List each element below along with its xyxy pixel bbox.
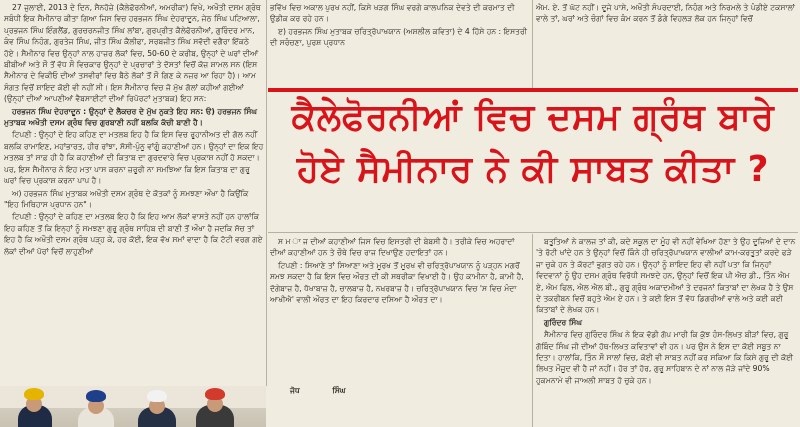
headline-line-1: ਕੈਲੇਫੋਰਨੀਆਂ ਵਿਚ ਦਸਮ ਗ੍ਰੰਥ ਬਾਰੇ — [291, 97, 775, 138]
paragraph: 27 ਜੁਲਾਈ, 2013 ਦੇ ਦਿਨ, ਸੈਨਹੋਜ਼ੇ (ਕੈਲੇਫੋਰਨੀਆਂ, ਅਮਰੀਕਾ) ਵਿਖੇ, ਅਖੌਤੀ ਦਸਮ ਗ੍ਰੰਥ ਸਬੰਧੀ ਇਕ ਸੈਮੀਨਾਰ ਕੀਤਾ ਗਿਆ ਜਿਸ ਵਿਚ ਹਰਭਜਨ ਸਿੰਘ ਦੇਹਰਾਦੂਨ, ਜੇਠ ਸਿੰਘ ਪਟਿਆਲਾ, ਪ੍ਰਭਜਨ ਸਿੰਘ ਇੰਗਲੈਂਡ, ਗੁਰਚਰਨਜੀਤ ਸਿੰਘ ਲਾਂਬਾ, ਗੁਰਪ੍ਰੀਤ ਕੈਲੇਫੋਰਨੀਆਂ, ਗੁਰਿੰਦਰ ਮਾਨ, ਕੰਵ ਸਿੰਘ ਨਿਹੰਗ, ਗੁਰਤੇਜ ਸਿੰਘ, ਜੀਤ ਸਿੰਘ ਕੈਲੀਫਾ, ਸਰਬਜੀਤ ਸਿੰਘ ਸਵੱਦੀ ਵਗੈਰਾ ਇੱਕਠੇ ਹੋਏ। ਸੈਮੀਨਾਰ ਵਿਚ ਉਨ੍ਹਾਂ ਨਾਲ ਹਾਜ਼ਰ ਲੋਕਾਂ ਵਿਚ, 50-60 ਦੇ ਕਰੀਬ, ਉਨ੍ਹਾਂ ਦੇ ਘਰਾਂ ਦੀਆਂ ਬੀਬੀਆਂ ਅਤੇ ਸੌ ਤੋਂ ਵੱਧ ਸੌ ਵਿਚਕਾਰ ਉਨ੍ਹਾਂ ਦੇ ਪ੍ਰਚਾਰਾਂ ਤੇ ਦੋਸਤਾਂ ਵਿਚੋਂ ਕੋਜ਼ ਸ਼ਾਮਲ ਸਨ (ਇਸ ਸੈਮੀਨਾਰ ਦੇ ਵਿਕੀਓ ਦੀਆਂ ਤਸਵੀਰਾਂ ਵਿਚ ਬੈਠੇ ਲੋਕਾਂ ਤੋਂ ਸੌ ਗਿਣ ਕੇ ਨਜ਼ਰ ਆ ਰਿਹਾ ਹੈ)। ਆਮ ਸੰਗਤ ਵਿਚੋਂ ਸ਼ਾਇਦ ਕੋਈ ਵੀ ਨਹੀਂ ਸੀ। ਇਸ ਸੈਮੀਨਾਰ ਵਿਚ ਜੋ ਮੁੱਖ ਗੱਲਾਂ ਕਹੀਆਂ ਗਈਆਂ (ਉਨ੍ਹਾਂ ਦੀਆਂ ਆਪਣੀਆਂ ਵੈਬਸਾਈਟਾਂ ਦੀਆਂ ਰਿਪੋਰਟਾਂ ਮੁਤਾਬਕ) ਇਹ ਸਨ: — [4, 3, 261, 104]
subheading: ਗੁਰਿੰਦਰ ਸਿੰਘ — [544, 317, 582, 327]
column-divider — [532, 0, 533, 88]
paragraph: ਅ) ਹਰਭਜਨ ਸਿੰਘ ਮੁਤਾਬਕ ਅਖੌਤੀ ਦਸਮ ਗ੍ਰੰਥ ਦੇ ਕੋਤਕਾਂ ਨੂੰ ਸਮਝਣਾ ਔਖਾ ਹੈ ਕਿਉਂਕਿ "ਇਹ ਮਿਥਿਹਾਸ ਪ੍ਰਧਾਨ ਹਨ"। — [4, 188, 249, 209]
column-divider — [266, 0, 267, 386]
paragraph: ਬਤੂਤਿਆਂ ਨੇ ਕਾਲਜ ਤਾਂ ਕੀ, ਕਦੇ ਸਕੂਲ ਦਾ ਮੂੰਹ ਵੀ ਨਹੀਂ ਵੇਖਿਆ ਹੋਣਾ ਤੇ ਉਹ ਦੂਜਿਆਂ ਦੇ ਦਾਨ 'ਤੇ ਰੋਟੀ ਖਾਂਦੇ ਹਨ ਤੇ ਉਨ੍ਹਾਂ ਵਿਚੋਂ ਕਿੰਨੇ ਹੀ ਚਰਿਤ੍ਰੋਪਾਖਯਾਨ ਵਾਲੀਆਂ ਕਾਮ-ਕਰਤੂਤਾਂ ਕਰਦੇ ਫੜੇ ਜਾ ਚੁਕੇ ਹਨ ਤੇ ਕੋਰਟਾਂ ਭੁਗਤ ਰਹੇ ਹਨ। ਉਨ੍ਹਾਂ ਨੂੰ ਸ਼ਾਇਦ ਇਹ ਵੀ ਨਹੀਂ ਪਤਾ ਕਿ ਜਿਨ੍ਹਾਂ ਵਿਦਵਾਨਾਂ ਨੂੰ ਉਹ ਦਸਮ ਗ੍ਰੰਥ ਵਿਰੋਧੀ ਸਮਝਦੇ ਹਨ, ਉਨ੍ਹਾਂ ਵਿਚੋਂ ਇਕ ਪੀ ਐਚ ਡੀ., ਤਿੰਨ ਐਮ ਏ, ਐਮ ਫਿਲ, ਐਲ ਐਲ ਬੀ., ਗੁਰੂ ਗ੍ਰੰਥ ਅਕਾਦਮੀਆਂ ਤੇ ਦਰਜਨਾਂ ਕਿਤਾਬਾਂ ਦਾ ਲੇਖਕ ਹੈ ਤੇ ਉਸ ਦੇ ਤਕਰੀਬਨ ਵਿਚੋਂ ਬਹੁਤੇ ਐਮ ਏ ਹਨ। ਤੇ ਕਈ ਇਸ ਤੋਂ ਵੱਧ ਡਿਗਰੀਆਂ ਵਾਲੇ ਅਤੇ ਕਈ ਕਈ ਕਿਤਾਬਾਂ ਦੇ ਲੇਖਕ ਹਨ। — [536, 237, 796, 315]
turban — [147, 390, 167, 402]
turban — [205, 388, 225, 400]
paragraph: ਭਵਿੱਖ ਵਿਚ ਅਕਾਲ ਪੁਰਖ ਨਹੀਂ, ਕਿਸੇ ਖੜਗ ਸਿੰਘ ਵਰਗੇ ਕਾਲਪਨਿਕ ਦੇਵਤੇ ਦੀ ਕਰਮਾਤ ਦੀ ਉਡੀਕ ਕਰ ਰਹੇ ਹਨ। — [270, 3, 515, 24]
paragraph: ਹਰਭਜਨ ਸਿੰਘ ਦੇਹਰਾਦੂਨ : ਉਨ੍ਹਾਂ ਦੇ ਲੈਕਚਰ ਦੇ ਮੁੱਖ ਨੁਕਤੇ ਇਹ ਸਨ: ੳ) ਹਰਭਜਨ ਸਿੰਘ ਮੁਤਾਬਕ ਅਖੌਤੀ ਦਸਮ ਗ੍ਰੰਥ ਵਿਚ ਗੁਰਬਾਣੀ ਨਹੀਂ ਬਲਕਿ ਕੱਚੀ ਬਾਣੀ ਹੈ। — [4, 106, 258, 128]
paragraph: ਐਮ. ਏ. ਤੋਂ ਘੱਟ ਨਹੀਂ। ਦੂਜੇ ਪਾਸੇ, ਅਖੌਤੀ ਸੰਪਰਦਾਈ, ਨਿਹੰਗ ਅਤੇ ਨਿਰਮਲੇ ਤੇ ਪੰਡੀਏ ਟਕਸਾਲਾਂ ਵਾਲੇ ਤਾਂ, ਘਰਾਂ ਅਤੇ ਚੰਗਾਂ ਵਿਚ ਕੰਮ ਕਰਨ ਤੋਂ ਡੰਗੇ ਵਿਹਲੜ ਲੋਕ ਹਨ ਜਿਨ੍ਹਾਂ ਵਿਚੋਂ — [536, 3, 795, 24]
paragraph: ਸੈਮੀਨਾਰ ਵਿਚ ਗੁਰਿੰਦਰ ਸਿੰਘ ਨੇ ਇਕ ਵੱਡੀ ਗੱਪ ਮਾਰੀ ਕਿ ਕੁੱਝ ਹੰਸ-ਲਿਖਤ ਬੀੜਾਂ ਵਿਚ, ਗੁਰੂ ਗੋਬਿੰਦ ਸਿੰਘ ਜੀ ਦੀਆਂ ਹੱਥ-ਲਿਖਤ ਕਵਿਤਾਵਾਂ ਵੀ ਹਨ। ਪਰ ਉਸ ਨੇ ਇਸ ਦਾ ਕੋਈ ਸਬੂਤ ਨਾ ਦਿਤਾ। ਹਾਲਾਂਕਿ, ਤਿੰਨ ਸੌ ਸਾਲਾਂ ਵਿਚ, ਕੋਈ ਵੀ ਸਾਬਤ ਨਹੀਂ ਕਰ ਸਕਿਆ ਕਿ ਕਿਸੇ ਗੁਰੂ ਦੀ ਕੋਈ ਲਿਖਤ ਮੌਜੂਦ ਵੀ ਹੈ ਜਾਂ ਨਹੀਂ। ਹੋਰ ਤਾਂ ਹੋਰ, ਗੁਰੂ ਸਾਹਿਬਾਨ ਦੇ ਨਾਂ ਨਾਲ ਜੋੜੇ ਜਾਂਦੇ 90% ਹੁਕਮਨਾਮੇ ਵੀ ਜਾਅਲੀ ਸਾਬਤ ਹੋ ਚੁਕੇ ਹਨ। — [536, 330, 794, 385]
paragraph: ਟਿਪਣੀ : ਉਨ੍ਹਾਂ ਦੇ ਕਹਿਣ ਦਾ ਮਤਲਬ ਇਹ ਹੈ ਕਿ ਇਹ ਆਮ ਲੋਕਾਂ ਵਾਸਤੇ ਨਹੀਂ ਹਨ ਹਾਲਾਂਕਿ ਇਹ ਕਹਿਣ ਤੋਂ ਕਿ ਇਨ੍ਹਾਂ ਨੂੰ ਸਮਝਣਾ ਗੁਰੂ ਗ੍ਰੰਥ ਸਾਹਿਬ ਦੀ ਬਾਣੀ ਤੋਂ ਔਖਾ ਹੈ ਜਦਕਿ ਸੱਚ ਤਾਂ ਇਹ ਹੈ ਕਿ ਅਖੌਤੀ ਦਸਮ ਗ੍ਰੰਥ ਪੜ੍ਹ ਕੇ, ਹਰ ਕੋਈ, ਇਕ ਵੱਖ ਸਮਾਂ ਵਾਦਾ ਹੈ ਕਿ ਟੱਟੀ ਵਰਗ ਗਏ ਲੋਕਾਂ ਦੀਆਂ ਪੋਰਾਂ ਵਿਚੋਂ ਲਾਹੁਣੀਆਂ — [4, 212, 263, 256]
headline — [268, 92, 798, 196]
byline-label: ਜੋਧ — [290, 386, 300, 395]
headline-divider — [268, 232, 798, 233]
paragraph: ਟਿਪਣੀ : ਸਿਆਣੇ ਤਾਂ ਸਿਆਣਾ ਅਤੇ ਮੂਰਖ ਤੋਂ ਮੂਰਖ ਵੀ ਚਰਿਤ੍ਰੋਪਾਖਯਾਨ ਨੂੰ ਪੜ੍ਹਨ ਮਗਰੋਂ ਸਮਝ ਸਕਦਾ ਹੈ ਕਿ ਇਸ ਵਿਚ ਔਰਤ ਦੀ ਕੀ ਸਥਰੀਕਾ ਵਿਖਾਈ ਹੈ। ਉਹ ਕਾਮੀਨਾ ਹੈ, ਕਾਮੀ ਹੈ, ਦੱਗੇਬਾਜ਼ ਹੈ, ਧੋਖਾਬਾਜ਼ ਹੈ, ਚਾਲਬਾਜ਼ ਹੈ, ਨਖ਼ਰਬਾਜ਼ ਹੈ। ਚਰਿਤ੍ਰੋਪਾਖਯਾਨ ਵਿਚ 'ਸ ਵਿਚ ਮੰਦਾ ਆਖੀਐ' ਵਾਲੀ ਔਰਤ ਦਾ ਇਹ ਕਿਰਦਾਰ ਦਸਿਆ ਹੈ ਔਰਤ ਦਾ। — [270, 260, 524, 305]
column-divider — [532, 234, 533, 427]
turban — [24, 388, 44, 400]
article-column-middle-top — [270, 2, 528, 58]
article-column-left — [4, 2, 264, 425]
paragraph: ੲ) ਹਰਭਜਨ ਸਿੰਘ ਮੁਤਾਬਕ ਚਰਿਤ੍ਰੋਪਾਖਯਾਨ (ਅਸ਼ਲੀਲ ਕਵਿਤਾ) ਦੇ 4 ਹਿੱਸੇ ਹਨ : ਇਸਤਰੀ ਦੀ ਸਰੰਚਣਾ, ਪੁਰਸ਼ ਪ੍ਰਧਾਨ — [270, 26, 528, 48]
turban — [86, 390, 106, 402]
byline — [290, 386, 376, 396]
article-column-right — [536, 236, 796, 425]
article-column-middle — [270, 236, 528, 386]
article-column-right-top — [536, 2, 796, 58]
paragraph: ਸ ਮ ਾ ਜ ਦੀਆਂ ਕਹਾਣੀਆਂ ਜਿਸ ਵਿਚ ਇਸਤਰੀ ਦੀ ਬੇਬਸੀ ਹੈ। ਤਰੀਕੇ ਵਿਚ ਅਹਰਾਦਾਂ ਦੀਆਂ ਕਹਾਣੀਆਂ ਹਨ ਤੇ ਚੌਥੇ ਵਿਚ ਰਾਜ ਦਿਖਾਉਣ ਹਦਾਇਤਾਂ ਹਨ। — [270, 237, 515, 258]
headline-line-2: ਹੋਏ ਸੈਮੀਨਾਰ ਨੇ ਕੀ ਸਾਬਤ ਕੀਤਾ ? — [296, 149, 770, 190]
seminar-photo — [0, 386, 266, 427]
paragraph: ਟਿਪਣੀ : ਉਨ੍ਹਾਂ ਦੇ ਇਹ ਕਹਿਣ ਦਾ ਮਤਲਬ ਇਹ ਹੈ ਕਿ ਇਸ ਵਿਚ ਰੂਹਾਨੀਅਤ ਦੀ ਗੱਲ ਨਹੀਂ ਬਲਕਿ ਰਾਮਾਇਣ, ਮਹਾਂਭਾਰਤ, ਹੀਰ ਰਾਂਝਾ, ਸੱਸੀ-ਪੁੰਨੂ ਵਾਂਗੂੰ ਕਹਾਣੀਆਂ ਹਨ। ਉਨ੍ਹਾਂ ਦਾ ਇਕ ਇਹ ਮਤਲਬ ਤਾਂ ਸਾਫ਼ ਹੀ ਹੈ ਕਿ ਕਹਾਣੀਆਂ ਦੀ ਕਿਤਾਬ ਦਾ ਗੁਰਦਵਾਰੇ ਵਿਚ ਪ੍ਰਕਾਸ਼ ਨਹੀਂ ਹੋ ਸਕਦਾ। ਪਰ, ਇਸ ਸੈਮੀਨਾਰ ਨੇ ਇਹ ਮਤਾ ਪਾਸ ਕਰਨਾ ਜ਼ਰੂਰੀ ਨਾ ਸਮਝਿਆ ਕਿ ਇਸ ਕਿਤਾਬ ਦਾ ਗੁਰੂ ਘਰਾਂ ਵਿਚ ਪ੍ਰਕਾਸ਼ ਕਰਨਾ ਪਾਪ ਹੈ। — [4, 130, 264, 186]
byline-name: ਸਿੰਘ — [332, 386, 346, 395]
